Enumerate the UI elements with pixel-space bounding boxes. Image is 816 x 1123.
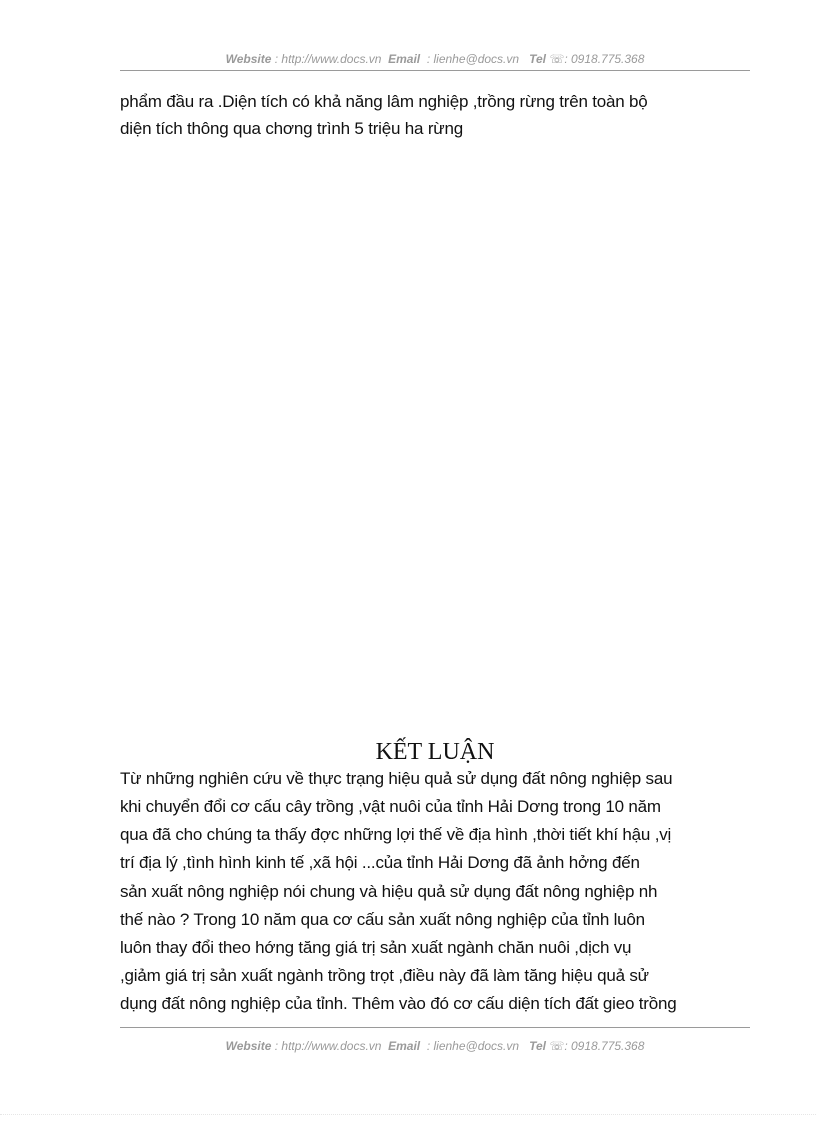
header-email-label: Email [388,52,421,66]
page-bottom-edge [0,1114,816,1115]
header-tel-label: Tel [529,52,546,66]
paragraph-line: ,giảm giá trị sản xuất ngành trồng trọt ,điều này đã làm tăng hiệu quả sử [120,966,649,985]
paragraph-line: khi chuyển đổi cơ cấu cây trồng ,vật nuôi của tỉnh Hải Dơng trong 10 năm [120,797,661,816]
footer-website-value: : http://www.docs.vn [274,1039,382,1053]
footer-email-label: Email [388,1039,421,1053]
footer-website-label: Website [225,1039,272,1053]
paragraph-line: diện tích thông qua chơng trình 5 triệu ha rừng [120,119,463,138]
paragraph-line: sản xuất nông nghiệp nói chung và hiệu quả sử dụng đất nông nghiệp nh [120,882,658,901]
paragraph-line: dụng đất nông nghiệp của tỉnh. Thêm vào đó cơ cấu diện tích đất gieo trồng [120,994,677,1013]
phone-icon: ☏ [549,1039,565,1053]
header-website-value: : http://www.docs.vn [274,52,382,66]
footer-email-value: : lienhe@docs.vn [426,1039,520,1053]
paragraph-line: luôn thay đổi theo hớng tăng giá trị sản xuất ngành chăn nuôi ,dịch vụ [120,938,632,957]
footer-tel-value: : 0918.775.368 [564,1039,645,1053]
footer-divider [120,1027,750,1028]
header-email-value: : lienhe@docs.vn [426,52,520,66]
paragraph-line: phẩm đầu ra .Diện tích có khả năng lâm nghiệp ,trồng rừng trên toàn bộ [120,92,648,111]
header-website-label: Website [225,52,272,66]
paragraph-line: thế nào ? Trong 10 năm qua cơ cấu sản xuất nông nghiệp của tỉnh luôn [120,910,645,929]
paragraph-line: trí địa lý ,tình hình kinh tế ,xã hội ...của tỉnh Hải Dơng đã ảnh hởng đến [120,853,640,872]
paragraph-line: qua đã cho chúng ta thấy đợc những lợi thế về địa hình ,thời tiết khí hậu ,vị [120,825,672,844]
phone-icon: ☏ [549,52,565,66]
footer-tel-label: Tel [529,1039,546,1053]
section-title: KẾT LUẬN [375,739,495,765]
page-header [120,52,750,66]
paragraph-line: Từ những nghiên cứu về thực trạng hiệu quả sử dụng đất nông nghiệp sau [120,769,673,788]
header-tel-value: : 0918.775.368 [564,52,645,66]
header-divider [120,70,750,71]
page-footer [120,1039,750,1053]
